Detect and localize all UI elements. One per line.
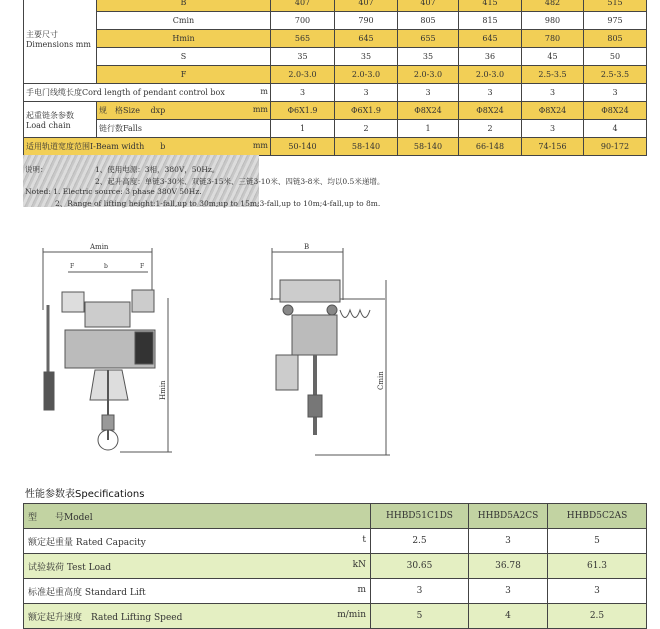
group-label-en: Dimensions mm <box>26 39 91 49</box>
dimension-value: 415 <box>459 0 522 12</box>
chain-size-value: Φ8X24 <box>398 102 459 120</box>
spec-value: 3 <box>371 579 469 604</box>
dimensions-table <box>23 0 647 156</box>
chain-size-value: Φ8X24 <box>459 102 522 120</box>
beam-value: 50-140 <box>271 138 335 156</box>
svg-text:Hmin: Hmin <box>159 380 167 400</box>
dimension-value: 815 <box>459 12 522 30</box>
row-label: 手电门线缆长度Cord length of pendant control box <box>26 88 225 97</box>
dimensions-group-label <box>24 0 97 84</box>
dimension-value: 407 <box>398 0 459 12</box>
beam-value: 58-140 <box>398 138 459 156</box>
model-name: HHBD51C1DS <box>371 504 469 529</box>
chain-falls-value: 1 <box>398 120 459 138</box>
svg-text:F: F <box>70 263 75 270</box>
cord-label <box>24 84 271 102</box>
dimension-value: 407 <box>271 0 335 12</box>
row-label: 适用轨道宽度范围I-Beam width b <box>26 142 166 151</box>
dimension-value: 645 <box>459 30 522 48</box>
group-label-cn: 主要尺寸 <box>26 29 58 39</box>
note-cn-1: 1、使用电源：3相，380V，50Hz。 <box>95 165 220 174</box>
spec-value: 2.5 <box>371 529 469 554</box>
dimension-label: F <box>97 66 271 84</box>
dimension-value: 2.0-3.0 <box>335 66 398 84</box>
specifications-title: 性能参数表Specifications <box>25 489 145 500</box>
chain-falls-value: 1 <box>271 120 335 138</box>
spec-value: 5 <box>371 604 469 629</box>
dimension-value: 35 <box>398 48 459 66</box>
beam-value: 90-172 <box>584 138 647 156</box>
unit-label: mm <box>252 105 268 114</box>
unit-label: mm <box>252 141 268 150</box>
note-cn-title: 说明： <box>25 165 48 174</box>
spec-value: 30.65 <box>371 554 469 579</box>
chain-falls-row <box>24 120 647 138</box>
dimension-value: 645 <box>335 30 398 48</box>
note-cn-2: 2、起升高度：单链3-30米、双链3-15米、三链3-10米、四链3-8米、均以0.5米递增。 <box>95 177 385 186</box>
dimension-value: 35 <box>271 48 335 66</box>
unit-label: m <box>260 87 268 96</box>
chain-group-label <box>24 102 97 138</box>
dimension-value: 975 <box>584 12 647 30</box>
chain-label-en: Load chain <box>26 120 71 130</box>
chain-size-value: Φ8X24 <box>522 102 584 120</box>
beam-row <box>24 138 647 156</box>
row-label: 试验载荷 Test Load <box>28 562 112 573</box>
dimension-value: 655 <box>398 30 459 48</box>
dimension-value: 700 <box>271 12 335 30</box>
dimension-row <box>24 0 647 12</box>
spec-label <box>24 529 371 554</box>
spec-value: 61.3 <box>548 554 647 579</box>
svg-text:F: F <box>140 263 145 270</box>
beam-value: 58-140 <box>335 138 398 156</box>
chain-size-value: Φ8X24 <box>584 102 647 120</box>
unit-label: m <box>357 584 366 595</box>
dimension-row <box>24 12 647 30</box>
dimension-value: 407 <box>335 0 398 12</box>
svg-text:Cmin: Cmin <box>377 371 385 390</box>
dimension-value: 35 <box>335 48 398 66</box>
cord-value: 3 <box>271 84 335 102</box>
dimension-value: 805 <box>584 30 647 48</box>
dimension-value: 515 <box>584 0 647 12</box>
beam-value: 66-148 <box>459 138 522 156</box>
spec-label <box>24 579 371 604</box>
unit-label: kN <box>352 559 366 570</box>
spec-value: 3 <box>469 579 548 604</box>
chain-size-value: Φ6X1.9 <box>335 102 398 120</box>
dimension-row <box>24 48 647 66</box>
chain-falls-label: 链行数Falls <box>97 120 271 138</box>
dimension-value: 2.0-3.0 <box>459 66 522 84</box>
spec-value: 2.5 <box>548 604 647 629</box>
row-label: 额定起重量 Rated Capacity <box>28 537 146 548</box>
dimension-label: B <box>97 0 271 12</box>
spec-header-row <box>24 504 647 529</box>
spec-row <box>24 579 647 604</box>
amin-label: Amin <box>90 243 109 251</box>
model-header-label: 型 号Model <box>24 504 371 529</box>
b-label: B <box>304 243 310 251</box>
dimension-value: 790 <box>335 12 398 30</box>
dimension-label: Hmin <box>97 30 271 48</box>
spec-value: 36.78 <box>469 554 548 579</box>
spec-value: 4 <box>469 604 548 629</box>
spec-label <box>24 554 371 579</box>
chain-label-cn: 起重链条参数 <box>26 110 74 120</box>
dimension-value: 2.5-3.5 <box>522 66 584 84</box>
dimension-value: 45 <box>522 48 584 66</box>
spec-row <box>24 604 647 629</box>
note-en-1: Noted: 1. Electric source: 3 phase 380V 50Hz. <box>25 187 202 196</box>
chain-falls-value: 3 <box>522 120 584 138</box>
chain-size-label <box>97 102 271 120</box>
spec-row <box>24 554 647 579</box>
row-label: 标准起重高度 Standard Lift <box>28 587 146 598</box>
cord-value: 3 <box>398 84 459 102</box>
spec-value: 5 <box>548 529 647 554</box>
dimension-value: 36 <box>459 48 522 66</box>
dimension-value: 482 <box>522 0 584 12</box>
dimension-row <box>24 30 647 48</box>
svg-text:b: b <box>104 263 108 270</box>
note-en-2: 2、Range of lifting height:1-fall,up to 30m;up to 15m;3-fall,up to 10m;4-fall,up to 8m. <box>55 199 381 208</box>
dimension-value: 565 <box>271 30 335 48</box>
dimension-label: S <box>97 48 271 66</box>
dimension-value: 805 <box>398 12 459 30</box>
beam-value: 74-156 <box>522 138 584 156</box>
chain-falls-value: 2 <box>459 120 522 138</box>
cord-value: 3 <box>335 84 398 102</box>
cord-row <box>24 84 647 102</box>
chain-size-row <box>24 102 647 120</box>
unit-label: m/min <box>337 609 366 620</box>
dimension-value: 780 <box>522 30 584 48</box>
hoist-front-drawing <box>40 240 180 470</box>
cord-value: 3 <box>584 84 647 102</box>
dimension-value: 50 <box>584 48 647 66</box>
model-name: HHBD5C2AS <box>548 504 647 529</box>
dimension-row <box>24 66 647 84</box>
chain-falls-value: 4 <box>584 120 647 138</box>
cord-value: 3 <box>522 84 584 102</box>
spec-label <box>24 604 371 629</box>
unit-label: t <box>362 534 366 545</box>
chain-falls-value: 2 <box>335 120 398 138</box>
spec-value: 3 <box>469 529 548 554</box>
specifications-table <box>23 503 647 629</box>
dimension-value: 2.5-3.5 <box>584 66 647 84</box>
dimension-value: 2.0-3.0 <box>398 66 459 84</box>
dimension-value: 2.0-3.0 <box>271 66 335 84</box>
chain-size-value: Φ6X1.9 <box>271 102 335 120</box>
beam-label <box>24 138 271 156</box>
spec-row <box>24 529 647 554</box>
dimension-label: Cmin <box>97 12 271 30</box>
row-label: 规 格Size dxp <box>99 106 166 115</box>
cord-value: 3 <box>459 84 522 102</box>
spec-value: 3 <box>548 579 647 604</box>
row-label: 额定起升速度 Rated Lifting Speed <box>28 612 183 623</box>
hoist-side-drawing <box>270 240 410 470</box>
dimension-value: 980 <box>522 12 584 30</box>
model-name: HHBD5A2CS <box>469 504 548 529</box>
